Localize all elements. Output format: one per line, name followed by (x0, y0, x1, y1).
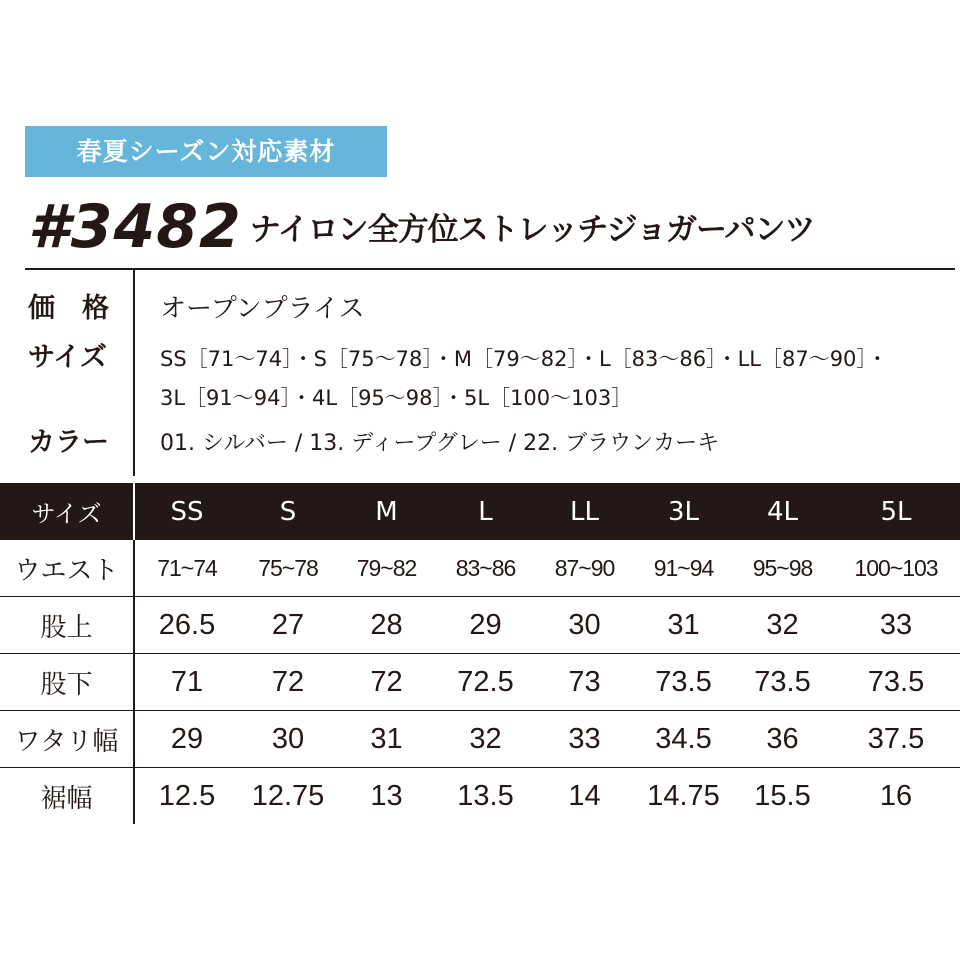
table-cell: 73.5 (832, 654, 960, 711)
table-cell: 30 (535, 597, 634, 654)
size-header-cell: M (337, 483, 436, 540)
size-list-line-2: 3L［91～94］・4L［95～98］・5L［100～103］ (160, 386, 633, 410)
table-cell: 33 (535, 711, 634, 768)
price-value: オープンプライス (160, 294, 365, 324)
product-name: ナイロン全方位ストレッチジョガーパンツ (249, 212, 815, 248)
table-cell: 12.5 (158, 779, 216, 812)
table-cell: 34.5 (634, 711, 733, 768)
table-cell: 71~74 (134, 540, 239, 597)
size-header-cell: LL (535, 483, 634, 540)
table-cell: 33 (832, 597, 960, 654)
row-label: ウエスト (0, 540, 134, 597)
table-cell: 14.75 (647, 779, 720, 812)
size-header-row (0, 483, 960, 540)
title-divider (25, 268, 955, 270)
table-cell: 13.5 (457, 779, 514, 812)
table-cell: 12.75 (251, 779, 325, 812)
table-cell: 79~82 (337, 540, 436, 597)
price-label: 価 格 (28, 293, 109, 324)
size-header-cell: 5L (832, 483, 960, 540)
table-cell: 37.5 (832, 711, 960, 768)
table-cell: 72.5 (436, 654, 535, 711)
table-cell: 73.5 (634, 654, 733, 711)
product-code: #3482 (28, 192, 242, 262)
size-header-cell: L (436, 483, 535, 540)
table-cell: 95~98 (733, 540, 832, 597)
table-cell: 16 (879, 779, 913, 812)
table-cell: 15.5 (754, 779, 811, 812)
table-row-thigh-width (0, 711, 960, 768)
table-cell: 14 (568, 779, 601, 812)
size-header-label: サイズ (0, 483, 134, 540)
table-cell: 27 (239, 597, 337, 654)
table-row-hem-width (0, 768, 960, 825)
table-row-rise (0, 597, 960, 654)
table-cell: 26.5 (134, 597, 239, 654)
table-cell: 36 (733, 711, 832, 768)
table-cell: 73 (535, 654, 634, 711)
size-list-line-1: SS［71～74］・S［75～78］・M［79～82］・L［83～86］・LL［87～90］・ (160, 347, 888, 371)
table-cell: 28 (337, 597, 436, 654)
size-label: サイズ (28, 342, 107, 373)
table-cell: 83~86 (436, 540, 535, 597)
table-cell: 100~103 (832, 540, 960, 597)
table-cell: 72 (239, 654, 337, 711)
row-label: ワタリ幅 (0, 711, 134, 768)
table-cell: 13 (370, 779, 403, 812)
size-header-cell: 3L (634, 483, 733, 540)
table-cell: 87~90 (535, 540, 634, 597)
table-row-inseam (0, 654, 960, 711)
table-cell: 29 (134, 711, 239, 768)
color-label: カラー (28, 427, 109, 458)
table-cell: 31 (634, 597, 733, 654)
table-cell: 31 (337, 711, 436, 768)
table-cell: 72 (337, 654, 436, 711)
table-cell: 32 (436, 711, 535, 768)
table-cell: 71 (134, 654, 239, 711)
size-header-cell: SS (134, 483, 239, 540)
product-title (28, 190, 814, 260)
table-cell: 73.5 (733, 654, 832, 711)
season-badge: 春夏シーズン対応素材 (25, 126, 387, 177)
table-cell: 91~94 (634, 540, 733, 597)
table-cell: 75~78 (239, 540, 337, 597)
size-header-cell: 4L (733, 483, 832, 540)
size-header-cell: S (239, 483, 337, 540)
info-column-divider (133, 268, 135, 476)
table-row-waist (0, 540, 960, 597)
table-cell: 32 (733, 597, 832, 654)
table-cell: 29 (436, 597, 535, 654)
size-chart-table (0, 483, 960, 824)
color-value: 01. シルバー / 13. ディープグレー / 22. ブラウンカーキ (160, 431, 720, 456)
row-label: 裾幅 (0, 768, 134, 825)
table-cell: 30 (239, 711, 337, 768)
row-label: 股上 (0, 597, 134, 654)
row-label: 股下 (0, 654, 134, 711)
